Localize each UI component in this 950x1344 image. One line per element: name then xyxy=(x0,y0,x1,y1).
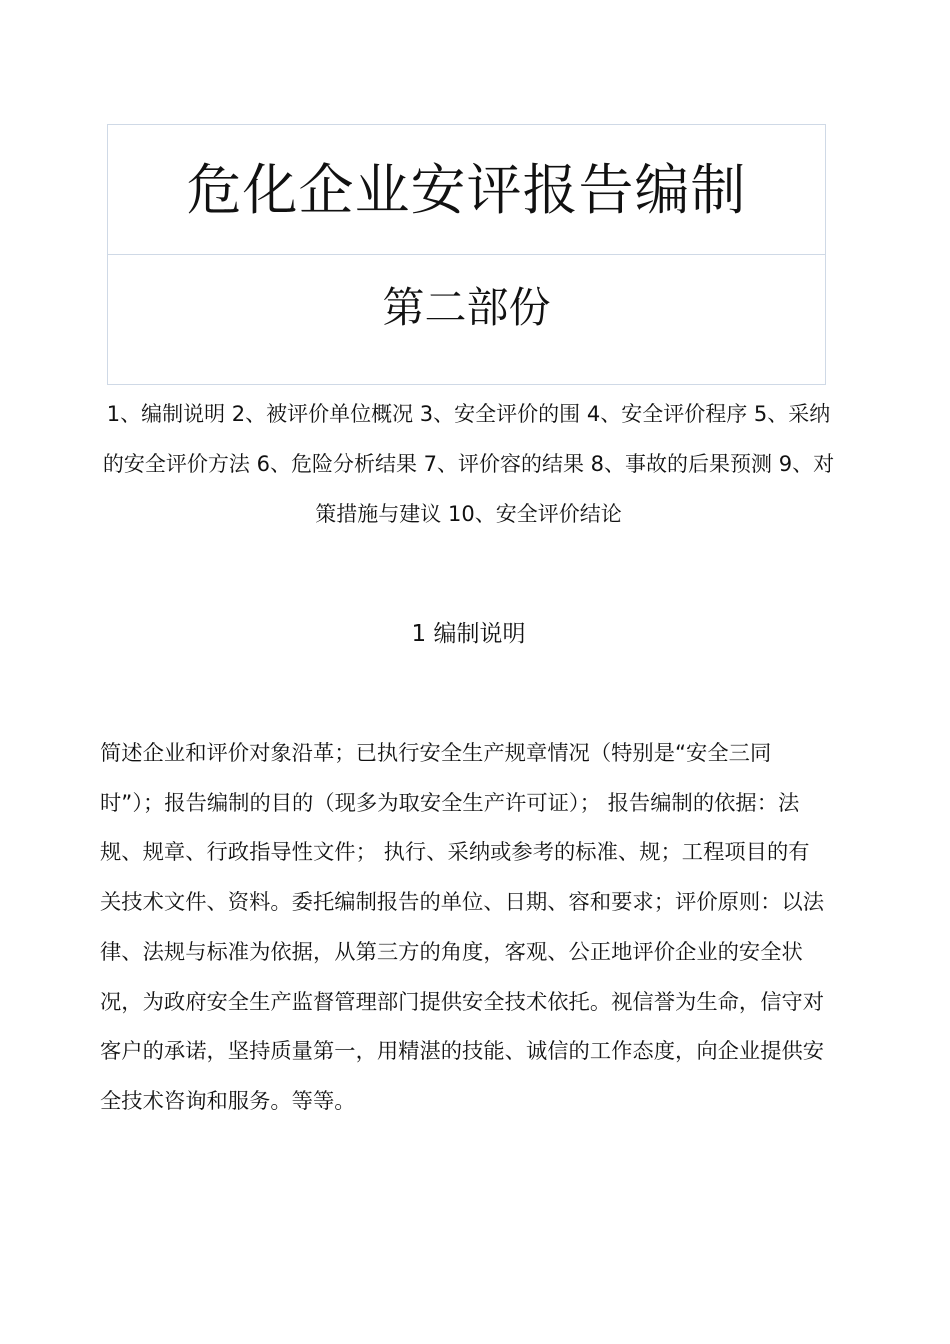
section-heading: 1 编制说明 xyxy=(411,621,526,647)
document-subtitle: 第二部份 xyxy=(382,282,551,332)
title-cell xyxy=(108,125,825,255)
subtitle-cell xyxy=(108,255,825,384)
title-table xyxy=(107,124,826,385)
section-body: 简述企业和评价对象沿革；已执行安全生产规章情况（特别是“安全三同时”）；报告编制的目的（现多为取安全生产许可证）； 报告编制的依据：法规、规章、行政指导性文件； 执行、采纳或参考的标准、规；工程项目的有关技术文件、资料。委托编制报告的单位、日期、容和要求；评价原则：以法律、法规与标准为依据，从第三方的角度，客观、公正地评价企业的安全状况，为政府安全生产监督管理部门提供安全技术依托。视信誉为生命，信守对客户的承诺，坚持质量第一，用精湛的技能、诚信的工作态度，向企业提供安全技术咨询和服务。等等。 xyxy=(100,741,825,1114)
document-title: 危化企业安评报告编制 xyxy=(186,158,747,222)
table-of-contents: 1、编制说明 2、被评价单位概况 3、安全评价的围 4、安全评价程序 5、采纳的安全评价方法 6、危险分析结果 7、评价容的结果 8、事故的后果预测 9、对策措施与建议 10、安全评价结论 xyxy=(102,402,835,526)
